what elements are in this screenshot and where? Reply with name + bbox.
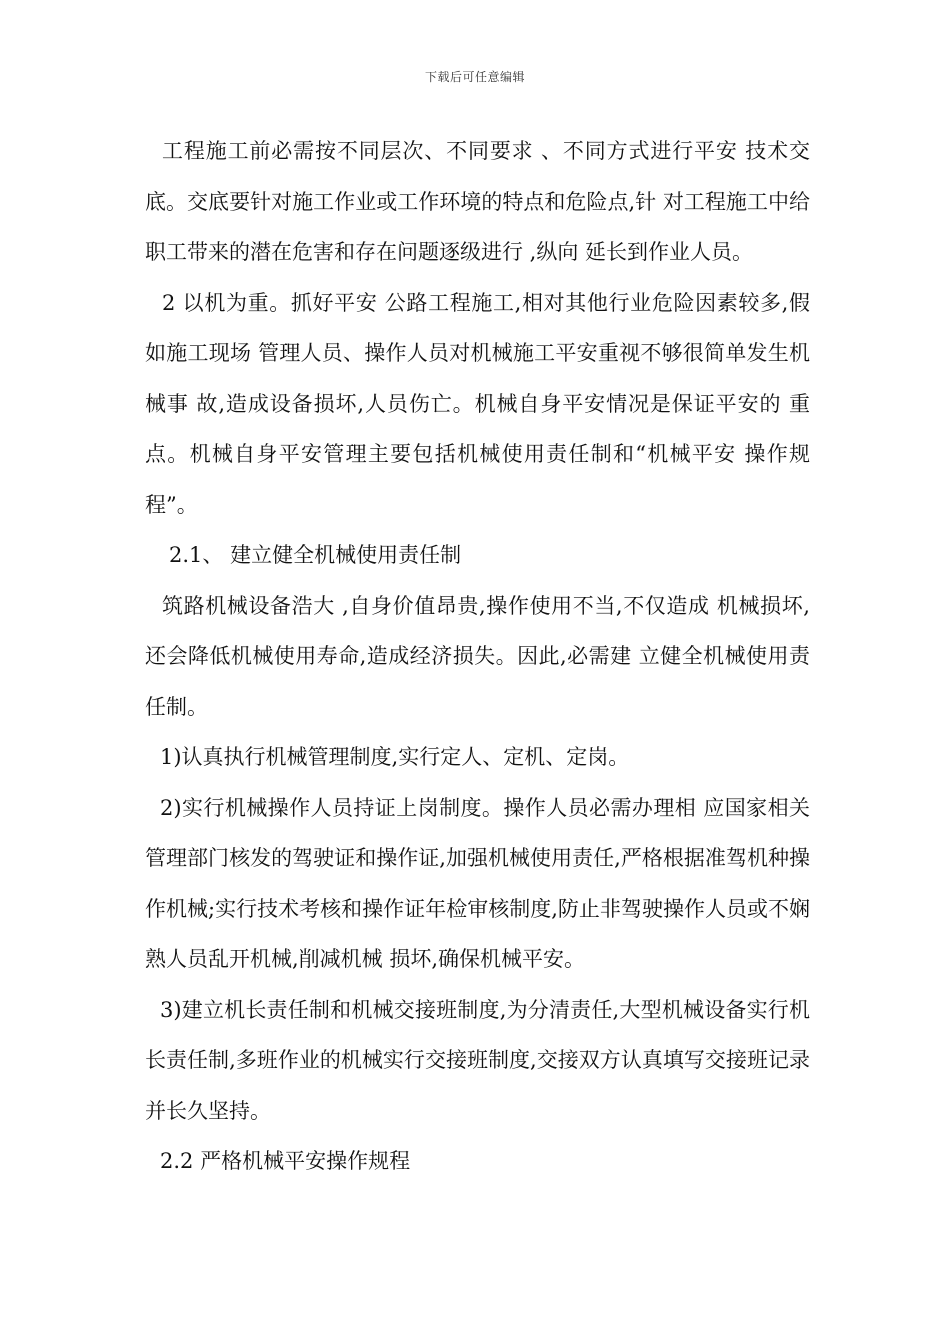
paragraph-equipment-responsibility: 筑路机械设备浩大 ,自身价值昂贵,操作使用不当,不仅造成 机械损坏,还会降低机械使用寿命,造成经济损失。因此,必需建 立健全机械使用责任制。 — [145, 593, 810, 719]
list-item-1: 1)认真执行机械管理制度,实行定人、定机、定岗。 — [160, 745, 630, 769]
paragraph-safety-briefing: 工程施工前必需按不同层次、不同要求 、不同方式进行平安 技术交底。交底要针对施工作业或工作环境的特点和危险点,针 对工程施工中给职工带来的潜在危害和存在问题逐级进行 ,纵向 延长到作业人员。 — [145, 139, 810, 264]
list-item-3: 3)建立机长责任制和机械交接班制度,为分清责任,大型机械设备实行机长责任制,多班作业的机械实行交接班制度,交接双方认真填写交接班记录并长久坚持。 — [145, 997, 810, 1123]
document-body — [145, 126, 810, 1187]
heading-2-2: 2.2 严格机械平安操作规程 — [160, 1149, 411, 1173]
list-item-2: 2)实行机械操作人员持证上岗制度。操作人员必需办理相 应国家相关管理部门核发的驾驶证和操作证,加强机械使用责任,严格根据准驾机种操作机械;实行技术考核和操作证年检审核制度,防止非驾驶操作人员或不娴熟人员乱开机械,削减机械 损坏,确保机械平安。 — [145, 795, 810, 971]
page-header: 下载后可任意编辑 — [424, 70, 525, 84]
paragraph-machinery-focus: 2 以机为重。抓好平安 公路工程施工,相对其他行业危险因素较多,假如施工现场 管理人员、操作人员对机械施工平安重视不够很简单发生机械事 故,造成设备损坏,人员伤亡。机械自身平安情况是保证平安的 重点。机械自身平安管理主要包括机械使用责任制和“机械平安 操作规程”。 — [145, 290, 810, 517]
heading-2-1: 2.1、 建立健全机械使用责任制 — [169, 543, 462, 567]
